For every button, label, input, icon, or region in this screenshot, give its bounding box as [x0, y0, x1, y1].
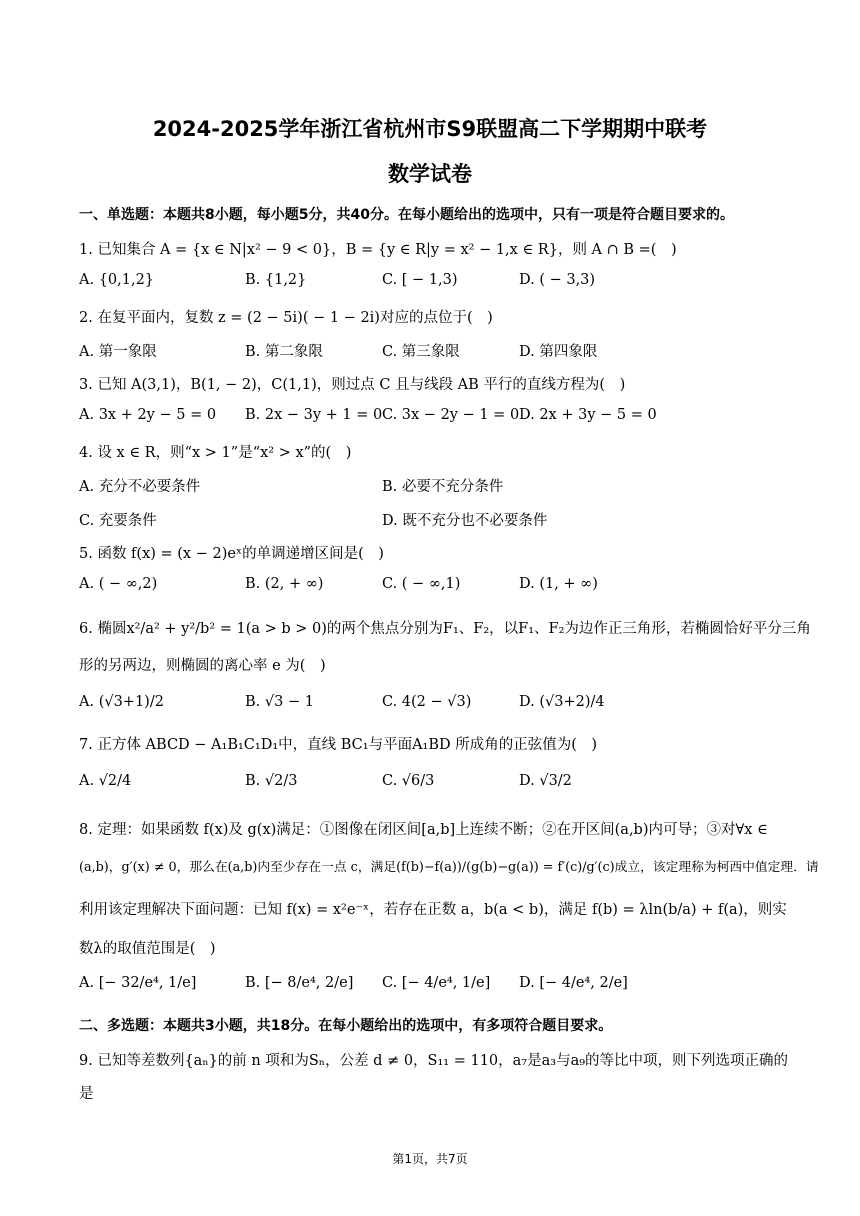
q3-option-d: D. 2x + 3y − 5 = 0: [519, 407, 657, 423]
question-4: 4. 设 x ∈ R，则“x > 1”是“x² > x”的( ): [79, 445, 352, 461]
q6-option-d: D. (√3+2)/4: [519, 694, 605, 710]
q4-option-c: C. 充要条件: [79, 513, 157, 529]
q7-option-c: C. √6/3: [382, 773, 435, 789]
q8-option-b: B. [− 8/e⁴, 2/e]: [245, 975, 354, 991]
q4-option-d: D. 既不充分也不必要条件: [382, 513, 548, 529]
q1-option-c: C. [ − 1,3): [382, 272, 458, 288]
question-8-line-4: 数λ的取值范围是( ): [79, 941, 216, 957]
question-6-line-1: 6. 椭圆x²/a² + y²/b² = 1(a > b > 0)的两个焦点分别为F₁、F₂，以F₁、F₂为边作正三角形，若椭圆恰好平分三角: [79, 621, 811, 637]
question-8-line-1: 8. 定理：如果函数 f(x)及 g(x)满足：①图像在闭区间[a,b]上连续不断；②在开区间(a,b)内可导；③对∀x ∈: [79, 822, 768, 838]
q2-option-c: C. 第三象限: [382, 344, 460, 360]
page-number: 第1页，共7页: [392, 1152, 468, 1166]
q4-option-a: A. 充分不必要条件: [79, 479, 201, 495]
question-8-line-3: 利用该定理解决下面问题：已知 f(x) = x²e⁻ˣ，若存在正数 a，b(a < b)，满足 f(b) = λln(b/a) + f(a)，则实: [79, 902, 787, 918]
question-1: 1. 已知集合 A = {x ∈ N|x² − 9 < 0}，B = {y ∈ R|y = x² − 1,x ∈ R}，则 A ∩ B =( ): [79, 242, 677, 258]
exam-title: 2024-2025学年浙江省杭州市S9联盟高二下学期期中联考: [152, 117, 708, 141]
q5-option-c: C. ( − ∞,1): [382, 576, 461, 592]
q1-option-d: D. ( − 3,3): [519, 272, 596, 288]
question-5: 5. 函数 f(x) = (x − 2)eˣ的单调递增区间是( ): [79, 546, 384, 562]
q6-option-c: C. 4(2 − √3): [382, 694, 472, 710]
q2-option-a: A. 第一象限: [79, 344, 157, 360]
q1-option-b: B. {1,2}: [245, 272, 307, 288]
q2-option-d: D. 第四象限: [519, 344, 598, 360]
q8-option-c: C. [− 4/e⁴, 1/e]: [382, 975, 491, 991]
question-6-line-2: 形的另两边，则椭圆的离心率 e 为( ): [79, 658, 326, 674]
exam-subtitle: 数学试卷: [388, 162, 472, 186]
question-2: 2. 在复平面内，复数 z = (2 − 5i)( − 1 − 2i)对应的点位于( ): [79, 310, 493, 326]
q3-option-c: C. 3x − 2y − 1 = 0: [382, 407, 520, 423]
q8-option-d: D. [− 4/e⁴, 2/e]: [519, 975, 628, 991]
question-9-line-1: 9. 已知等差数列{aₙ}的前 n 项和为Sₙ，公差 d ≠ 0，S₁₁ = 110，a₇是a₃与a₉的等比中项，则下列选项正确的: [79, 1053, 789, 1069]
q3-option-b: B. 2x − 3y + 1 = 0: [245, 407, 383, 423]
question-9-line-2: 是: [79, 1086, 94, 1102]
section-multiple-choice: 二、多选题：本题共3小题，共18分。在每小题给出的选项中，有多项符合题目要求。: [79, 1018, 613, 1034]
q7-option-a: A. √2/4: [79, 773, 132, 789]
question-3: 3. 已知 A(3,1)，B(1, − 2)，C(1,1)，则过点 C 且与线段 AB 平行的直线方程为( ): [79, 377, 626, 393]
q4-option-b: B. 必要不充分条件: [382, 479, 504, 495]
q1-option-a: A. {0,1,2}: [79, 272, 155, 288]
q8-option-a: A. [− 32/e⁴, 1/e]: [79, 975, 197, 991]
section-single-choice: 一、单选题：本题共8小题，每小题5分，共40分。在每小题给出的选项中，只有一项是符合题目要求的。: [79, 207, 734, 223]
q5-option-d: D. (1, + ∞): [519, 576, 598, 592]
q6-option-a: A. (√3+1)/2: [79, 694, 164, 710]
q6-option-b: B. √3 − 1: [245, 694, 314, 710]
q5-option-b: B. (2, + ∞): [245, 576, 324, 592]
q7-option-b: B. √2/3: [245, 773, 298, 789]
q5-option-a: A. ( − ∞,2): [79, 576, 158, 592]
q2-option-b: B. 第二象限: [245, 344, 323, 360]
q3-option-a: A. 3x + 2y − 5 = 0: [79, 407, 217, 423]
question-8-line-2: (a,b)，g′(x) ≠ 0，那么在(a,b)内至少存在一点 c，满足(f(b)−f(a))/(g(b)−g(a)) = f′(c)/g′(c)成立，该定理称为柯西中值定理．请: [79, 860, 819, 875]
question-7: 7. 正方体 ABCD − A₁B₁C₁D₁中，直线 BC₁与平面A₁BD 所成角的正弦值为( ): [79, 737, 598, 753]
q7-option-d: D. √3/2: [519, 773, 572, 789]
